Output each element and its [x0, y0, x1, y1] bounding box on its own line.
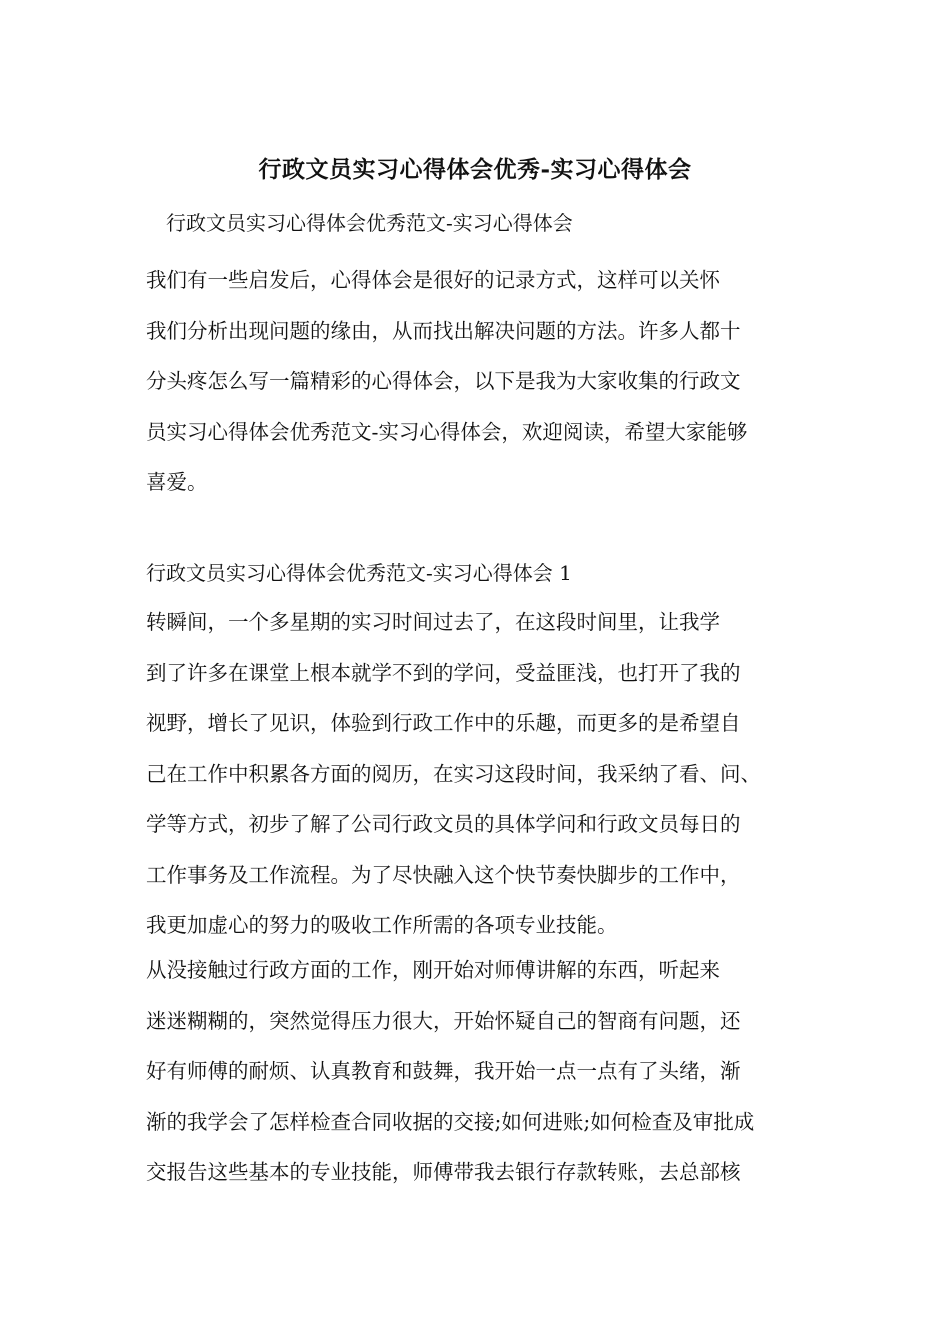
paragraph-line: 交报告这些基本的专业技能，师傅带我去银行存款转账，去总部核 [146, 1160, 741, 1184]
paragraph-line: 己在工作中积累各方面的阅历，在实习这段时间，我采纳了看、问、 [146, 761, 761, 786]
body-paragraph-2 [146, 945, 836, 1198]
paragraph-line: 视野，增长了见识，体验到行政工作中的乐趣，而更多的是希望自 [146, 711, 741, 735]
paragraph-line: 好有师傅的耐烦、认真教育和鼓舞，我开始一点一点有了头绪，渐 [146, 1059, 741, 1083]
paragraph-line: 我们有一些启发后，心得体会是很好的记录方式，这样可以关怀 [146, 268, 720, 292]
paragraph-line: 从没接触过行政方面的工作，刚开始对师傅讲解的东西，听起来 [146, 958, 720, 982]
paragraph-line: 工作事务及工作流程。为了尽快融入这个快节奏快脚步的工作中， [146, 862, 741, 887]
paragraph-line: 喜爱。 [146, 470, 208, 494]
body-paragraph-1 [146, 597, 836, 951]
paragraph-line: 我们分析出现问题的缘由，从而找出解决问题的方法。许多人都十 [146, 318, 741, 343]
paragraph-line: 转瞬间，一个多星期的实习时间过去了，在这段时间里，让我学 [146, 610, 720, 634]
paragraph-line: 员实习心得体会优秀范文-实习心得体会，欢迎阅读，希望大家能够 [146, 419, 748, 444]
document-subtitle: 行政文员实习心得体会优秀范文-实习心得体会 [166, 211, 573, 235]
paragraph-line: 学等方式，初步了解了公司行政文员的具体学问和行政文员每日的 [146, 812, 741, 836]
paragraph-line: 到了许多在课堂上根本就学不到的学问，受益匪浅，也打开了我的 [146, 660, 741, 685]
document-title: 行政文员实习心得体会优秀-实习心得体会 [258, 156, 692, 183]
paragraph-line: 分头疼怎么写一篇精彩的心得体会，以下是我为大家收集的行政文 [146, 369, 741, 393]
section-heading: 行政文员实习心得体会优秀范文-实习心得体会 1 [146, 561, 572, 585]
intro-paragraph [146, 255, 836, 508]
paragraph-line: 我更加虚心的努力的吸收工作所需的各项专业技能。 [146, 913, 618, 937]
paragraph-line: 渐的我学会了怎样检查合同收据的交接;如何进账;如何检查及审批成 [146, 1109, 755, 1134]
paragraph-line: 迷迷糊糊的，突然觉得压力很大，开始怀疑自己的智商有问题，还 [146, 1008, 741, 1033]
